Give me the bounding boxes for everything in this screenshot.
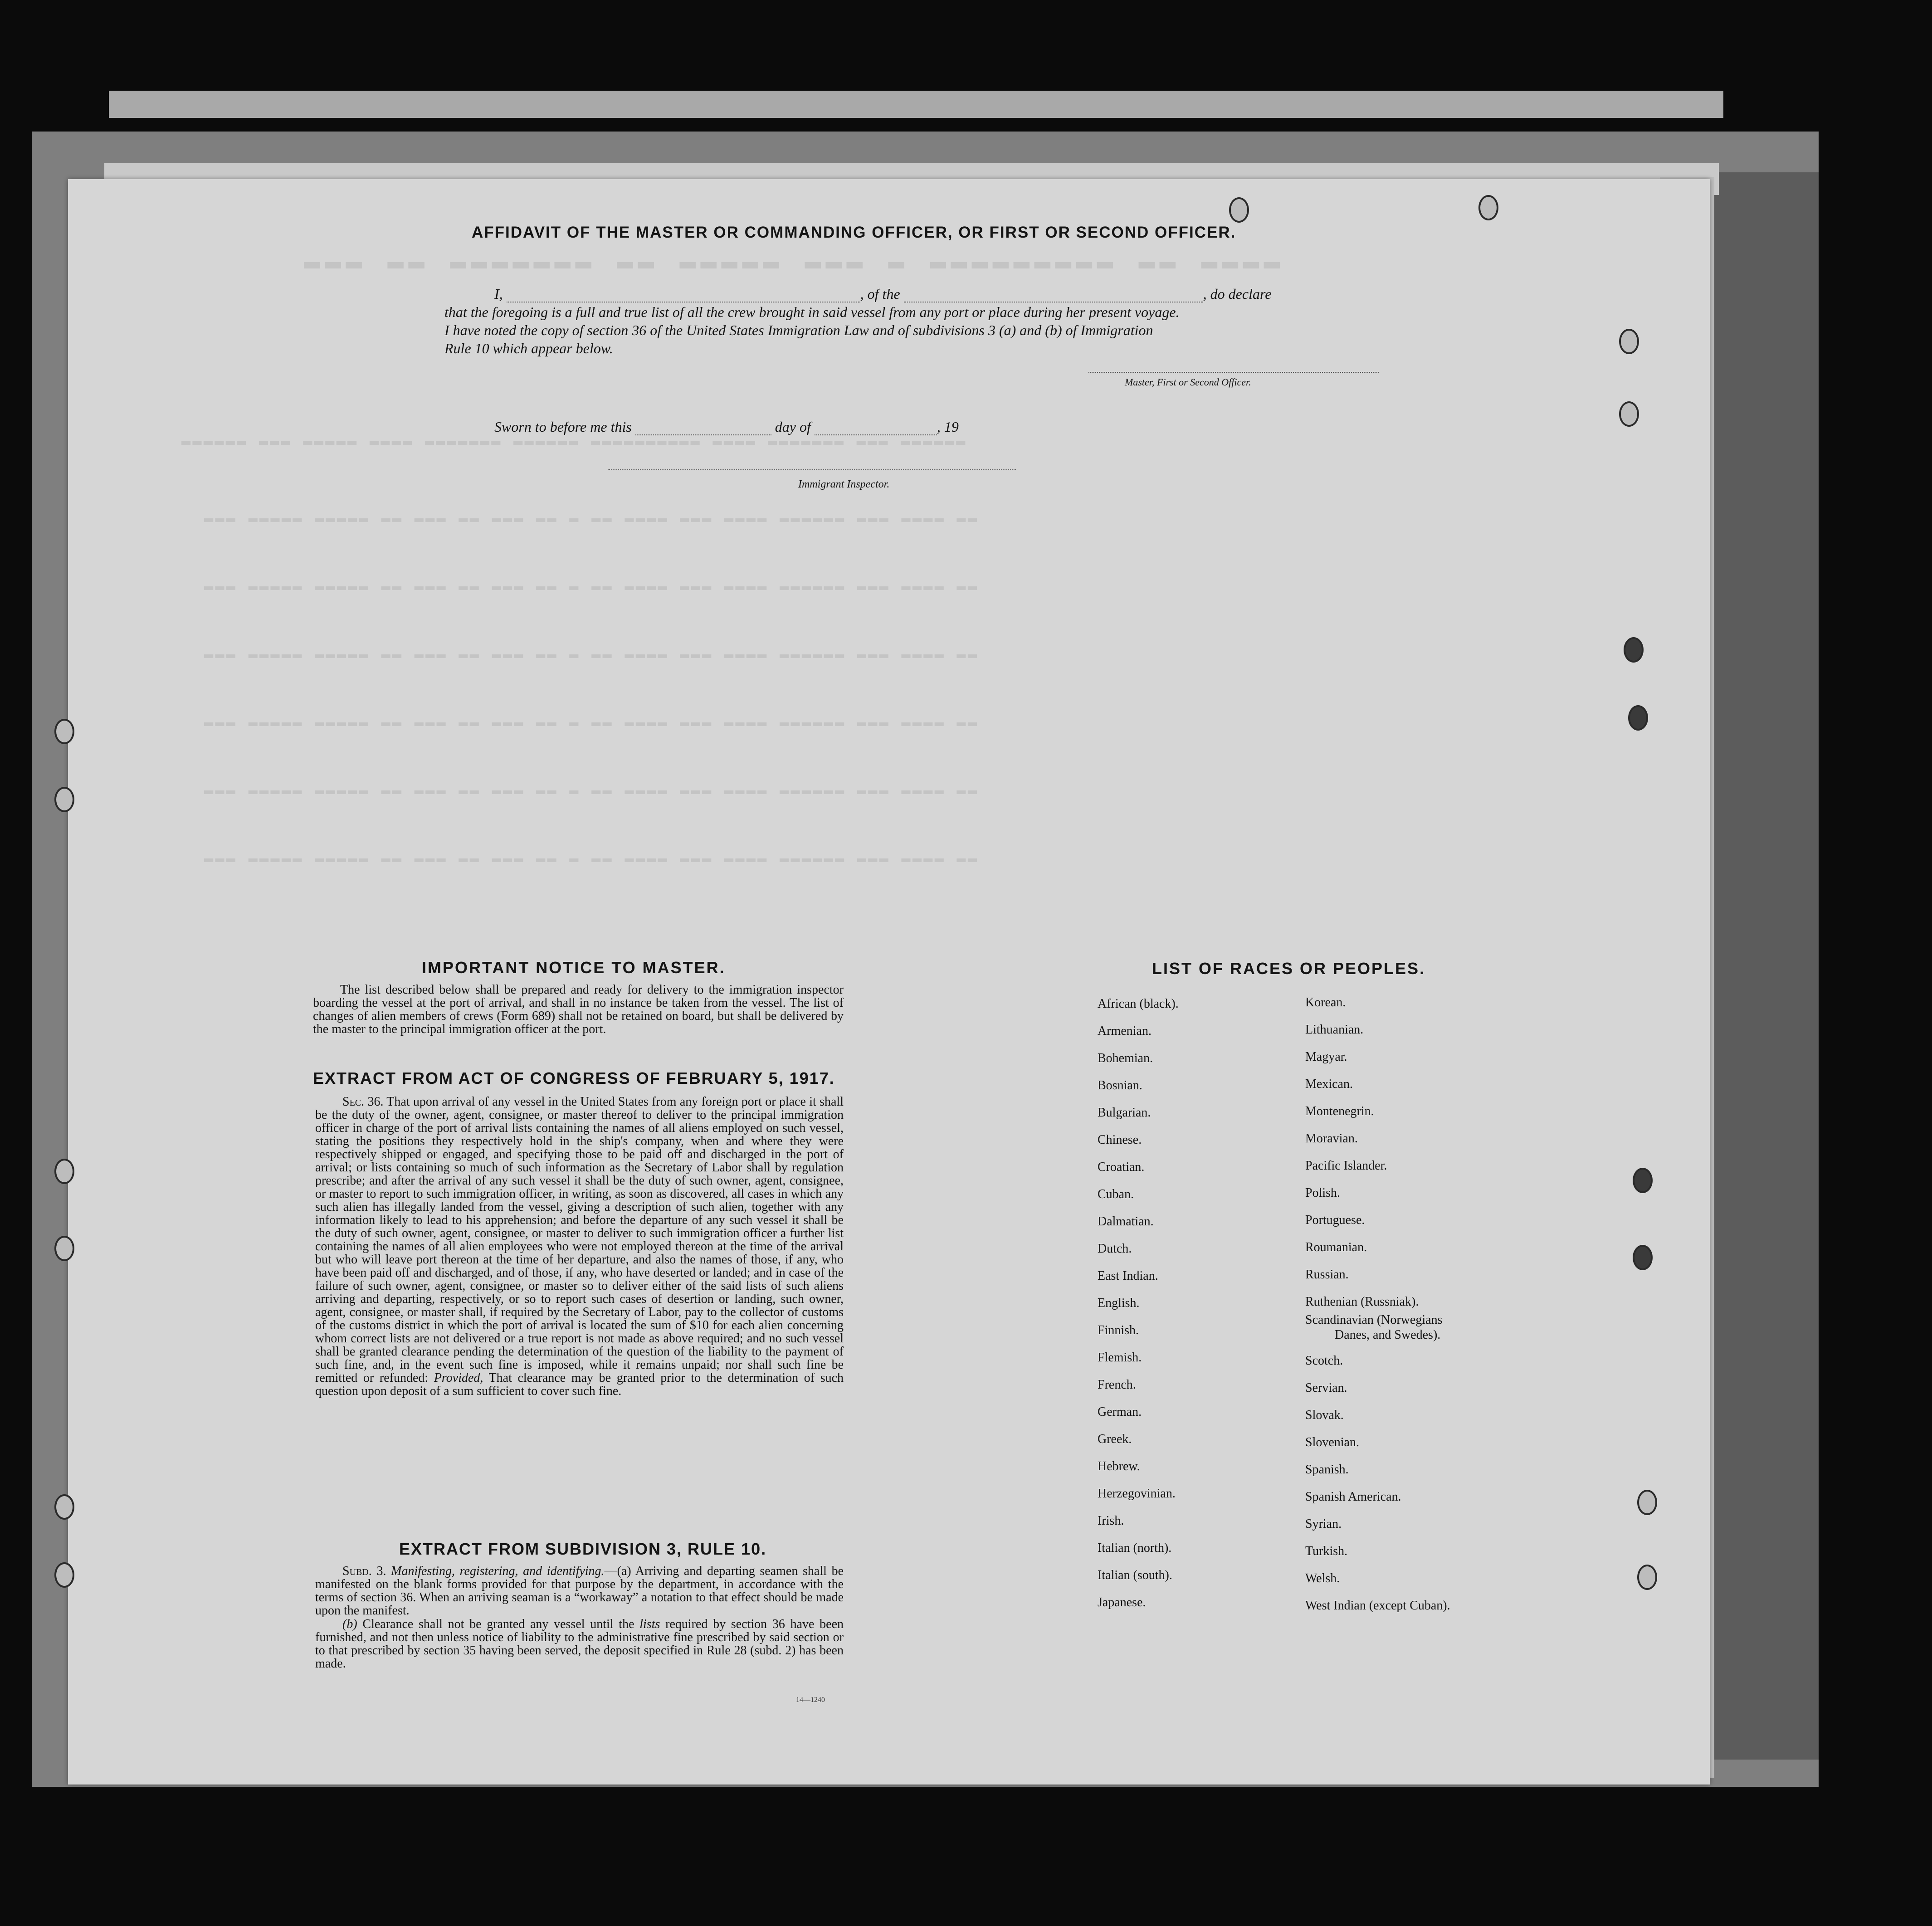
- subdivision-b-label: (b): [342, 1617, 357, 1631]
- subdivision-b-text2: required by section 36 have been furnished, and not then unless notice of liability to the administrative fine prescribed by said section or to that prescribed by section 35 having been served, the deposit specified in Rule 28 (subd. 2) has been made.: [315, 1617, 844, 1671]
- race-item: Cuban.: [1098, 1187, 1134, 1201]
- master-caption-text: Master, First or Second Officer.: [1125, 376, 1251, 388]
- race-item: East Indian.: [1098, 1269, 1158, 1283]
- punch-hole: [1619, 329, 1639, 354]
- race-item: West Indian (except Cuban).: [1305, 1599, 1450, 1613]
- race-item: Hebrew.: [1098, 1459, 1140, 1473]
- punch-hole: [54, 787, 74, 812]
- document-page: [68, 179, 1710, 1785]
- race-item: Italian (south).: [1098, 1568, 1172, 1582]
- act-extract-heading: EXTRACT FROM ACT OF CONGRESS OF FEBRUARY 5, 1917.: [313, 1069, 835, 1087]
- bleed-through: ▬▬▬ ▬▬▬▬▬ ▬▬▬▬▬ ▬▬ ▬▬▬ ▬▬ ▬▬▬ ▬▬ ▬ ▬▬ ▬▬▬▬ ▬▬▬ ▬▬▬▬ ▬▬▬▬▬▬ ▬▬▬ ▬▬▬▬ ▬▬: [204, 714, 979, 731]
- race-item: Irish.: [1098, 1514, 1124, 1528]
- affidavit-text-line: Rule 10 which appear below.: [444, 340, 613, 356]
- rule-extract-heading: EXTRACT FROM SUBDIVISION 3, RULE 10.: [399, 1540, 767, 1558]
- race-item: Greek.: [1098, 1432, 1132, 1446]
- race-item: Dalmatian.: [1098, 1214, 1154, 1229]
- race-item: Russian.: [1305, 1268, 1349, 1282]
- affidavit-text-line: I have noted the copy of section 36 of the United States Immigration Law and of subdivisions 3 (a) and (b) of Immigration: [444, 322, 1153, 338]
- race-item: Moravian.: [1305, 1131, 1358, 1146]
- section-36-text-end: That clearance may be granted prior to the determination of such question upon deposit of a sum sufficient to cover such fine.: [315, 1371, 844, 1398]
- day-of-label: day of: [775, 419, 811, 435]
- subdivision-b-lists: lists: [639, 1617, 660, 1631]
- affidavit-do-declare-label: , do declare: [1203, 286, 1272, 302]
- provided-label: Provided,: [434, 1371, 483, 1385]
- subdivision-3a-paragraph: [315, 1565, 844, 1617]
- affidavit-declaration-line: [494, 286, 1271, 302]
- sworn-day-blank[interactable]: [635, 434, 771, 435]
- punch-hole: [1637, 1565, 1657, 1590]
- punch-hole: [54, 719, 74, 744]
- race-item: Spanish American.: [1305, 1490, 1401, 1504]
- punch-hole: [1633, 1168, 1653, 1193]
- race-item: Chinese.: [1098, 1133, 1142, 1147]
- race-item: Lithuanian.: [1305, 1023, 1364, 1037]
- sworn-label: Sworn to before me this: [494, 419, 632, 435]
- race-item: Portuguese.: [1305, 1213, 1365, 1227]
- notice-text: The list described below shall be prepared and ready for delivery to the immigration inspector boarding the vessel at the port of arrival, and shall in no instance be taken from the vessel. The list of changes of alien members of crews (Form 689) shall not be retained on board, but shall be delivered by the master to the principal immigration officer at the port.: [313, 983, 844, 1036]
- affidavit-of-the-label: , of the: [860, 286, 900, 302]
- sworn-line: [494, 419, 959, 435]
- punch-hole: [54, 1236, 74, 1261]
- punch-hole: [1633, 1245, 1653, 1270]
- race-item: Korean.: [1305, 995, 1346, 1009]
- race-item: Herzegovinian.: [1098, 1487, 1176, 1501]
- subdivision-3b-paragraph: [315, 1618, 844, 1670]
- race-item: Servian.: [1305, 1381, 1347, 1395]
- notice-paragraph: [313, 983, 844, 1036]
- master-signature-caption: [1125, 376, 1251, 388]
- subdivision-title: Manifesting, registering, and identifying.: [391, 1564, 605, 1578]
- punch-hole: [1624, 637, 1644, 663]
- sworn-month-blank[interactable]: [815, 434, 937, 435]
- punch-hole: [1619, 401, 1639, 427]
- race-item: Roumanian.: [1305, 1240, 1367, 1254]
- race-item: Armenian.: [1098, 1024, 1151, 1038]
- race-item: Bohemian.: [1098, 1051, 1153, 1065]
- race-item: Slovenian.: [1305, 1435, 1359, 1449]
- bleed-through: ▬▬▬ ▬▬▬▬▬ ▬▬▬▬▬ ▬▬ ▬▬▬ ▬▬ ▬▬▬ ▬▬ ▬ ▬▬ ▬▬▬▬ ▬▬▬ ▬▬▬▬ ▬▬▬▬▬▬ ▬▬▬ ▬▬▬▬ ▬▬: [204, 782, 979, 800]
- race-item: Slovak.: [1305, 1408, 1344, 1422]
- section-36-paragraph: [315, 1095, 844, 1398]
- race-item: Pacific Islander.: [1305, 1159, 1387, 1173]
- inspector-caption: Immigrant Inspector.: [798, 478, 890, 490]
- punch-hole: [54, 1494, 74, 1520]
- race-item: Bulgarian.: [1098, 1106, 1151, 1120]
- bleed-through: ▬▬▬ ▬▬▬▬▬ ▬▬▬▬▬ ▬▬ ▬▬▬ ▬▬ ▬▬▬ ▬▬ ▬ ▬▬ ▬▬▬▬ ▬▬▬ ▬▬▬▬ ▬▬▬▬▬▬ ▬▬▬ ▬▬▬▬ ▬▬: [204, 646, 979, 663]
- section-36-text: That upon arrival of any vessel in the United States from any foreign port or place it shall be the duty of the owner, agent, consignee, or master thereof to deliver to the principal immigration officer in charge of the port of arrival lists containing the names of all aliens employed on such vessel, stating the positions they respectively hold in the ship's company, when and where they were respectively shipped or engaged, and specifying those to be paid off and discharged in the port of arrival; or lists containing so much of such information as the Secretary of Labor shall by regulation prescribe; and after the arrival of any such vessel it shall be the duty of such owner, agent, consignee, or master to report to such immigration officer, in writing, as soon as discovered, all cases in which any such alien has illegally landed from the vessel, giving a description of such alien, together with any information likely to lead to his apprehension; and before the departure of any such vessel it shall be the duty of such owner, agent, consignee, or master to deliver to such immigration officer a further list containing the names of all alien employees who were not employed thereon at the time of the arrival but who will leave port thereon at the time of her departure, and also the names of those, if any, who have been paid off and discharged, and of those, if any, who have deserted or landed; and in case of the failure of such owner, agent, consignee, or master so to deliver either of the said lists of such aliens arriving and departing, respectively, or so to report such cases of desertion or landing, such owner, agent, consignee, or master shall, if required by the Secretary of Labor, pay to the collector of customs of the customs district in which the port of arrival is located the sum of $10 for each alien concerning whom correct lists are not delivered or a true report is not made as above required; and no such vessel shall be granted clearance pending the determination of the question of the liability to the payment of such fine, and, in the event such fine is imposed, while it remains unpaid; nor shall such fine be remitted or refunded:: [315, 1095, 844, 1385]
- race-item: Italian (north).: [1098, 1541, 1172, 1555]
- affidavit-text-line: that the foregoing is a full and true list of all the crew brought in said vessel from any port or place during her present voyage.: [444, 304, 1180, 320]
- race-item: Bosnian.: [1098, 1078, 1142, 1092]
- underlying-sheet: [109, 91, 1723, 118]
- race-item: French.: [1098, 1378, 1136, 1392]
- subdivision-a-text: —(a) Arriving and departing seamen shall be manifested on the blank forms provided for that purpose by the department, in accordance with the terms of section 36. When an arriving seaman is a “workaway” a notation to that effect should be made upon the manifest.: [315, 1564, 844, 1618]
- race-item: Japanese.: [1098, 1595, 1146, 1609]
- race-item: Croatian.: [1098, 1160, 1145, 1174]
- race-item: Magyar.: [1305, 1050, 1347, 1064]
- subdivision-b-text1: Clearance shall not be granted any vessel until the: [362, 1617, 634, 1631]
- race-item: German.: [1098, 1405, 1142, 1419]
- race-item: Syrian.: [1305, 1517, 1342, 1531]
- punch-hole: [1229, 197, 1249, 223]
- race-item: Scandinavian (Norwegians: [1305, 1313, 1443, 1327]
- race-item: Spanish.: [1305, 1463, 1349, 1477]
- affidavit-heading: AFFIDAVIT OF THE MASTER OR COMMANDING OFFICER, OR FIRST OR SECOND OFFICER.: [472, 224, 1236, 241]
- notice-heading: IMPORTANT NOTICE TO MASTER.: [422, 958, 726, 977]
- race-item: African (black).: [1098, 997, 1179, 1011]
- subdivision-label: Subd. 3.: [342, 1564, 386, 1578]
- race-item: Scotch.: [1305, 1354, 1343, 1368]
- form-number: 14—1240: [796, 1696, 825, 1704]
- race-item: Ruthenian (Russniak).: [1305, 1295, 1419, 1309]
- race-item: Mexican.: [1305, 1077, 1353, 1091]
- punch-hole: [1628, 705, 1648, 731]
- punch-hole: [1478, 195, 1498, 220]
- races-heading: LIST OF RACES OR PEOPLES.: [1152, 959, 1426, 978]
- race-item: Danes, and Swedes).: [1335, 1328, 1441, 1342]
- race-item: Finnish.: [1098, 1323, 1139, 1337]
- bleed-through: ▬▬▬ ▬▬▬▬▬ ▬▬▬▬▬ ▬▬ ▬▬▬ ▬▬ ▬▬▬ ▬▬ ▬ ▬▬ ▬▬▬▬ ▬▬▬ ▬▬▬▬ ▬▬▬▬▬▬ ▬▬▬ ▬▬▬▬ ▬▬: [204, 510, 979, 527]
- race-item: Flemish.: [1098, 1351, 1142, 1365]
- race-item: Turkish.: [1305, 1544, 1348, 1558]
- punch-hole: [1637, 1490, 1657, 1515]
- race-item: English.: [1098, 1296, 1140, 1310]
- inspector-signature-line[interactable]: [608, 469, 1016, 470]
- race-item: Dutch.: [1098, 1242, 1132, 1256]
- race-item: Montenegrin.: [1305, 1104, 1374, 1118]
- race-item: Welsh.: [1305, 1571, 1340, 1585]
- race-item: Polish.: [1305, 1186, 1341, 1200]
- bleed-through: ▬▬▬ ▬▬▬▬▬ ▬▬▬▬▬ ▬▬ ▬▬▬ ▬▬ ▬▬▬ ▬▬ ▬ ▬▬ ▬▬▬▬ ▬▬▬ ▬▬▬▬ ▬▬▬▬▬▬ ▬▬▬ ▬▬▬▬ ▬▬: [204, 850, 979, 868]
- punch-hole: [54, 1562, 74, 1588]
- master-signature-line[interactable]: [1088, 372, 1379, 373]
- year-prefix-label: , 19: [937, 419, 959, 435]
- punch-hole: [54, 1159, 74, 1184]
- bleed-through: ▬▬▬▬▬▬ ▬▬▬ ▬▬▬▬▬ ▬▬▬▬ ▬▬▬▬▬▬▬ ▬▬▬▬▬▬ ▬▬▬▬▬▬▬▬▬▬ ▬▬▬▬ ▬▬▬▬▬▬▬ ▬▬▬ ▬▬▬▬▬▬: [181, 433, 967, 450]
- affidavit-i-label: I,: [494, 286, 503, 302]
- section-36-label: Sec. 36.: [342, 1095, 384, 1109]
- bleed-through: ▬▬▬ ▬▬▬▬▬ ▬▬▬▬▬ ▬▬ ▬▬▬ ▬▬ ▬▬▬ ▬▬ ▬ ▬▬ ▬▬▬▬ ▬▬▬ ▬▬▬▬ ▬▬▬▬▬▬ ▬▬▬ ▬▬▬▬ ▬▬: [204, 578, 979, 595]
- bleed-through: ▬▬▬ ▬▬ ▬▬▬▬▬▬▬ ▬▬ ▬▬▬▬▬ ▬▬▬ ▬ ▬▬▬▬▬▬▬▬▬ ▬▬ ▬▬▬▬: [304, 247, 1285, 278]
